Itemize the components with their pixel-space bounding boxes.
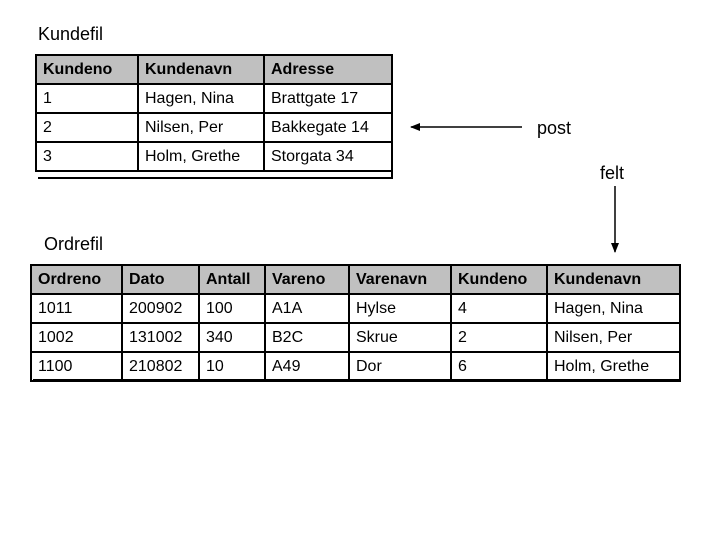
ordrefil-caption: Ordrefil bbox=[44, 234, 104, 254]
column-header-kundeno: Kundeno bbox=[36, 55, 138, 84]
felt-label: felt bbox=[600, 163, 625, 183]
column-header-kundeno: Kundeno bbox=[451, 265, 547, 294]
post-label: post bbox=[537, 118, 572, 138]
ordrefil-table bbox=[30, 264, 681, 382]
table-cell: Hagen, Nina bbox=[138, 84, 264, 113]
column-header-adresse: Adresse bbox=[264, 55, 392, 84]
table-cell: 10 bbox=[199, 352, 265, 381]
table-cell: 200902 bbox=[122, 294, 199, 323]
table-cell: 1 bbox=[36, 84, 138, 113]
table-cell: Hylse bbox=[349, 294, 451, 323]
table-cell: 1002 bbox=[31, 323, 122, 352]
table-row bbox=[31, 323, 680, 352]
column-header-antall: Antall bbox=[199, 265, 265, 294]
table-cell: Hagen, Nina bbox=[547, 294, 680, 323]
column-header-kundenavn: Kundenavn bbox=[138, 55, 264, 84]
table-row bbox=[36, 113, 392, 142]
table-cell: Storgata 34 bbox=[264, 142, 392, 171]
table-cell: Nilsen, Per bbox=[547, 323, 680, 352]
table-cell: 131002 bbox=[122, 323, 199, 352]
column-header-ordreno: Ordreno bbox=[31, 265, 122, 294]
table-cell: A1A bbox=[265, 294, 349, 323]
kundefil-table bbox=[35, 54, 393, 172]
column-header-varenavn: Varenavn bbox=[349, 265, 451, 294]
table-cell: 1100 bbox=[31, 352, 122, 381]
table-cell: Bakkegate 14 bbox=[264, 113, 392, 142]
kundefil-table-shadow-bottom bbox=[38, 177, 393, 179]
table-row bbox=[36, 142, 392, 171]
kundefil-caption: Kundefil bbox=[38, 24, 104, 44]
table-cell: 340 bbox=[199, 323, 265, 352]
column-header-vareno: Vareno bbox=[265, 265, 349, 294]
table-cell: 210802 bbox=[122, 352, 199, 381]
table-cell: 100 bbox=[199, 294, 265, 323]
table-header-row bbox=[36, 55, 392, 84]
table-cell: Dor bbox=[349, 352, 451, 381]
table-cell: Nilsen, Per bbox=[138, 113, 264, 142]
table-cell: Skrue bbox=[349, 323, 451, 352]
ordrefil-table-shadow-bottom bbox=[33, 379, 681, 381]
column-header-kundenavn: Kundenavn bbox=[547, 265, 680, 294]
table-row bbox=[31, 294, 680, 323]
table-row bbox=[36, 84, 392, 113]
table-cell: 2 bbox=[36, 113, 138, 142]
table-cell: 3 bbox=[36, 142, 138, 171]
table-cell: 6 bbox=[451, 352, 547, 381]
kundefil-table-shadow-right bbox=[391, 57, 393, 179]
table-cell: Holm, Grethe bbox=[547, 352, 680, 381]
table-cell: Holm, Grethe bbox=[138, 142, 264, 171]
table-header-row bbox=[31, 265, 680, 294]
table-cell: B2C bbox=[265, 323, 349, 352]
table-cell: Brattgate 17 bbox=[264, 84, 392, 113]
table-cell: 2 bbox=[451, 323, 547, 352]
table-cell: 4 bbox=[451, 294, 547, 323]
column-header-dato: Dato bbox=[122, 265, 199, 294]
table-cell: 1011 bbox=[31, 294, 122, 323]
table-cell: A49 bbox=[265, 352, 349, 381]
ordrefil-table-shadow-right bbox=[679, 267, 681, 381]
table-row bbox=[31, 352, 680, 381]
